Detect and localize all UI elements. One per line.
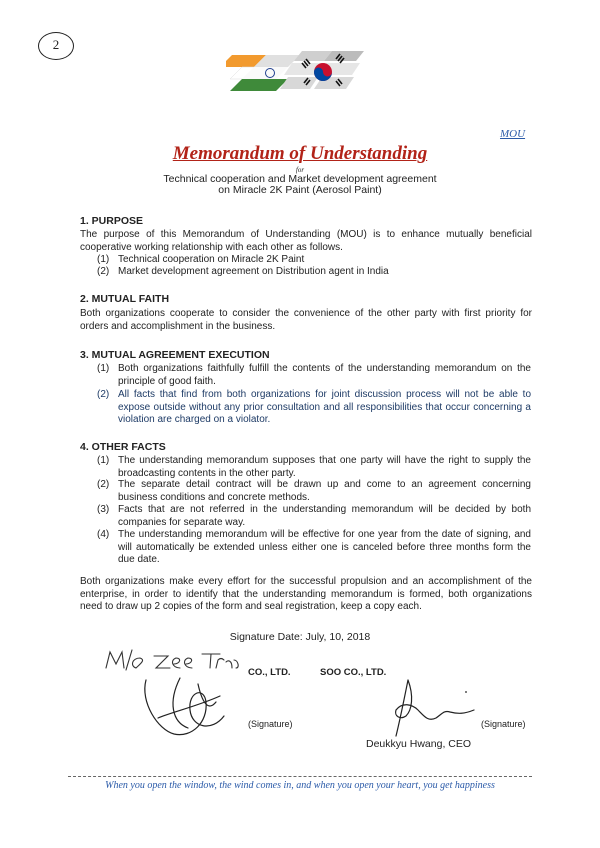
india-korea-flags-logo bbox=[226, 45, 368, 97]
left-signature bbox=[128, 672, 238, 744]
item-text: Facts that are not referred in the understanding memorandum will be decided by both companies for separate way. bbox=[118, 504, 531, 528]
item-text: The understanding memorandum supposes that one party will have the right to supply the broadcasting contents in the other party. bbox=[118, 455, 531, 479]
item-text: Market development agreement on Distribution agent in India bbox=[118, 266, 389, 277]
item-number: (1) bbox=[97, 363, 110, 374]
item-text: All facts that find from both organizations for joint discussion process will not be able to expose outside without any prior consultation and all responsibilities that occur concerning a violation are charged on a violator. bbox=[118, 389, 531, 425]
mutual-faith-text: Both organizations cooperate to consider the convenience of the other party with first priority for orders and accomplishment in the business. bbox=[80, 308, 532, 332]
section-heading-purpose: 1. PURPOSE bbox=[80, 215, 144, 227]
handwritten-company-name bbox=[102, 648, 242, 672]
subtitle bbox=[0, 174, 600, 196]
right-signature-label: (Signature) bbox=[481, 719, 526, 729]
item-number: (2) bbox=[97, 266, 110, 277]
item-number: (2) bbox=[97, 479, 110, 490]
signature-date: Signature Date: July, 10, 2018 bbox=[229, 631, 371, 643]
subtitle-line-2: on Miracle 2K Paint (Aerosol Paint) bbox=[218, 184, 382, 196]
item-number: (1) bbox=[97, 455, 110, 466]
item-number: (4) bbox=[97, 529, 110, 540]
right-company: SOO CO., LTD. bbox=[320, 667, 387, 678]
section-heading-mutual-faith: 2. MUTUAL FAITH bbox=[80, 293, 170, 305]
item-text: The separate detail contract will be drawn up and come to an agreement concerning business conditions and concrete methods. bbox=[118, 479, 531, 503]
for-text: for bbox=[295, 166, 305, 174]
closing-paragraph: Both organizations make every effort for the successful propulsion and an accomplishment of the enterprise, in order to identify that the understanding memorandum is formed, both organizations need to draw up 2 copies of the form and seal registration, keep a copy each. bbox=[80, 576, 532, 612]
item-text: Technical cooperation on Miracle 2K Paint bbox=[118, 254, 305, 265]
section-heading-mutual-agreement: 3. MUTUAL AGREEMENT EXECUTION bbox=[80, 349, 270, 361]
mou-tag: MOU bbox=[500, 128, 526, 140]
footer-quote: When you open the window, the wind comes in, and when you open your heart, you get happiness bbox=[105, 780, 495, 791]
left-signature-label: (Signature) bbox=[248, 719, 293, 729]
section-heading-other-facts: 4. OTHER FACTS bbox=[80, 441, 166, 453]
right-signature bbox=[378, 676, 478, 738]
item-number: (3) bbox=[97, 504, 110, 515]
document-number-circle bbox=[38, 32, 74, 60]
right-signer: Deukkyu Hwang, CEO bbox=[366, 738, 472, 750]
item-number: (1) bbox=[97, 254, 110, 265]
item-number: (2) bbox=[97, 389, 110, 400]
subtitle-line-1: Technical cooperation and Market development agreement bbox=[163, 173, 437, 185]
purpose-intro: The purpose of this Memorandum of Understanding (MOU) is to enhance mutually beneficial cooperative working relationship with each other as follows. bbox=[80, 229, 532, 253]
document-number: 2 bbox=[52, 37, 60, 52]
item-text: Both organizations faithfully fulfill the contents of the understanding memorandum on the principle of good faith. bbox=[118, 363, 531, 387]
item-text: The understanding memorandum will be effective for one year from the date of signing, and will automatically be extended unless either one is canceled before three months form the due date. bbox=[118, 529, 531, 565]
document-title: Memorandum of Understanding bbox=[172, 143, 428, 164]
footer-divider bbox=[68, 776, 532, 777]
left-company: CO., LTD. bbox=[248, 667, 291, 678]
